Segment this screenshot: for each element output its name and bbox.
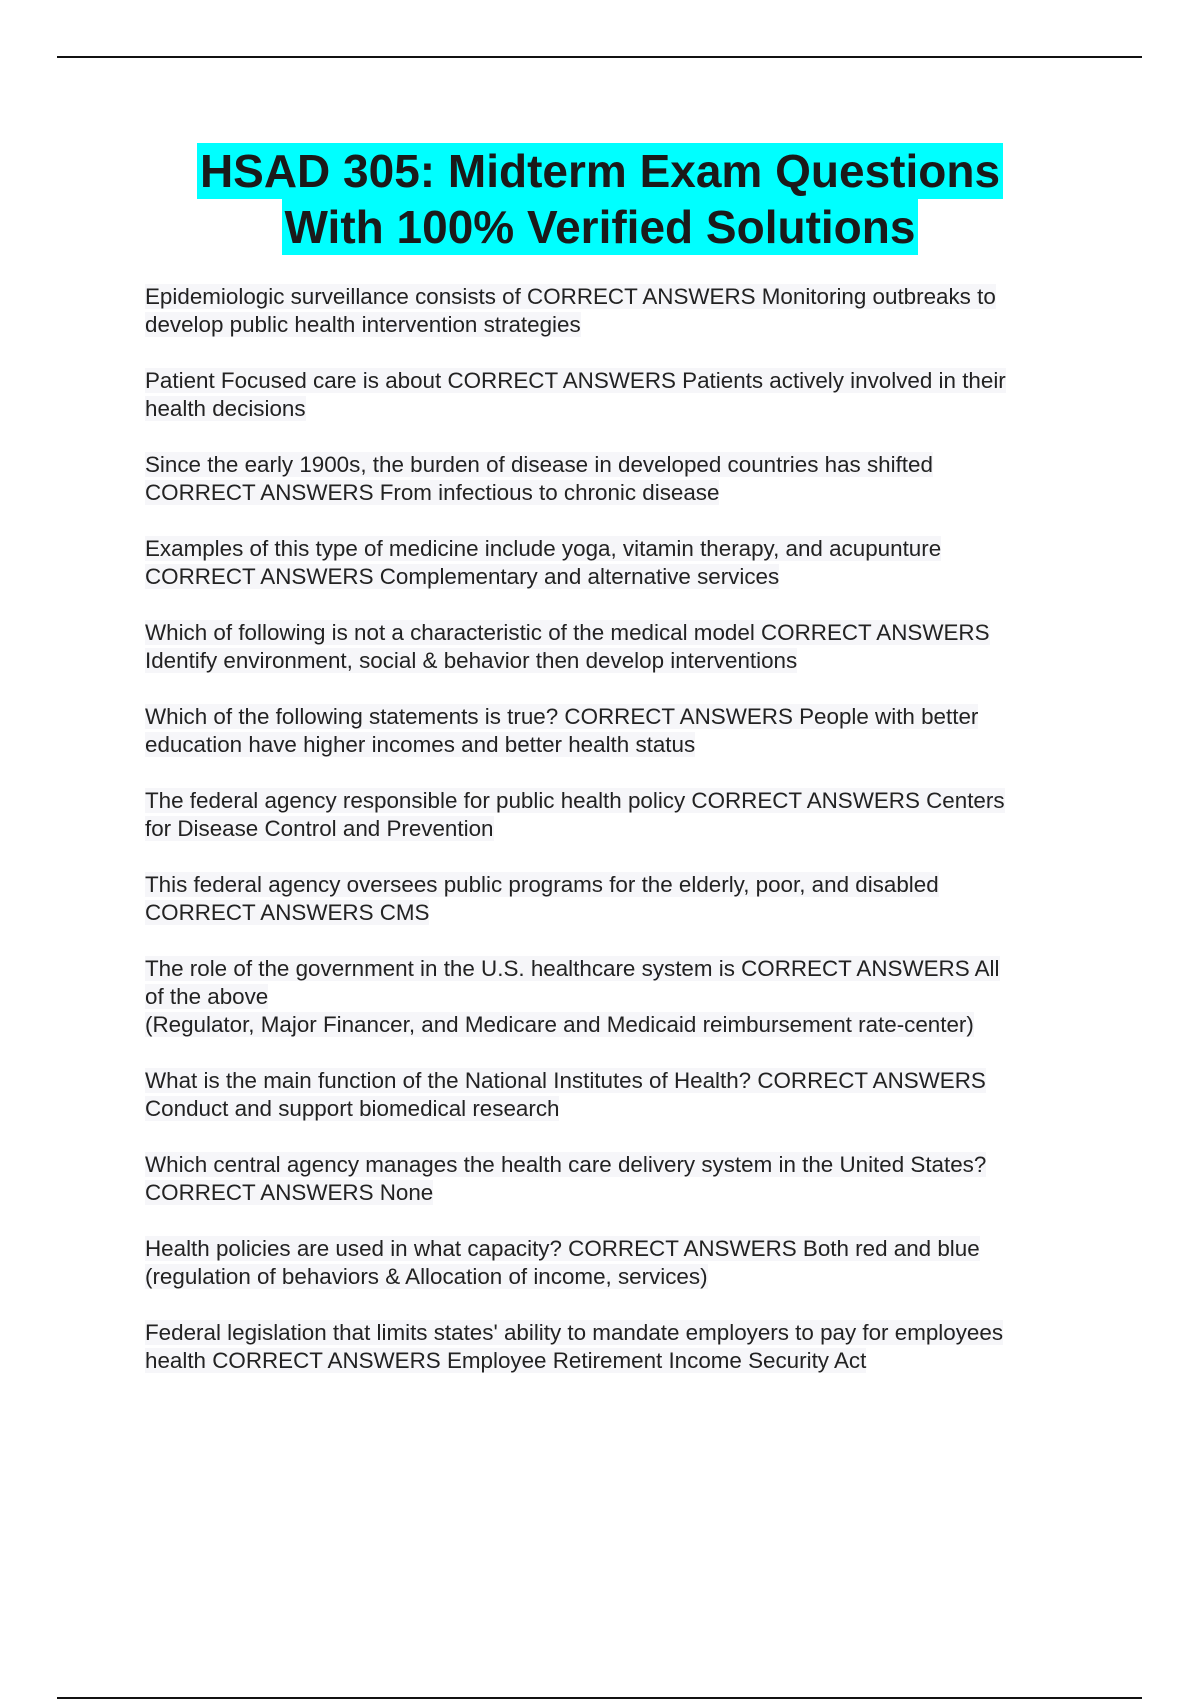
question-answer-item <box>145 1151 1080 1207</box>
qa-text: Since the early 1900s, the burden of disease in developed countries has shifted <box>145 452 933 477</box>
document-title <box>0 143 1200 255</box>
qa-text: Health policies are used in what capacity? CORRECT ANSWERS Both red and blue <box>145 1236 980 1261</box>
qa-text-line <box>145 703 1080 731</box>
header-rule <box>57 56 1142 58</box>
qa-text: develop public health intervention strategies <box>145 312 581 337</box>
title-line-1: HSAD 305: Midterm Exam Questions <box>197 143 1003 199</box>
qa-text-line <box>145 311 1080 339</box>
qa-text: Which central agency manages the health care delivery system in the United States? <box>145 1152 987 1177</box>
question-answer-item <box>145 1319 1080 1375</box>
qa-text: This federal agency oversees public programs for the elderly, poor, and disabled <box>145 872 939 897</box>
qa-text-line <box>145 619 1080 647</box>
question-answer-item <box>145 535 1080 591</box>
qa-text-line <box>145 283 1080 311</box>
qa-text-line <box>145 787 1080 815</box>
qa-text-line <box>145 1235 1080 1263</box>
qa-text-line <box>145 1319 1080 1347</box>
qa-text: Epidemiologic surveillance consists of CORRECT ANSWERS Monitoring outbreaks to <box>145 284 996 309</box>
question-answer-item <box>145 451 1080 507</box>
question-answer-item <box>145 619 1080 675</box>
title-line-2: With 100% Verified Solutions <box>282 199 919 255</box>
qa-text-line <box>145 815 1080 843</box>
qa-text: for Disease Control and Prevention <box>145 816 494 841</box>
qa-text-line <box>145 1263 1080 1291</box>
qa-text: CORRECT ANSWERS CMS <box>145 900 430 925</box>
qa-text: (Regulator, Major Financer, and Medicare and Medicaid reimbursement rate-center) <box>145 1012 974 1037</box>
qa-text: Patient Focused care is about CORRECT ANSWERS Patients actively involved in their <box>145 368 1006 393</box>
question-answer-item <box>145 787 1080 843</box>
qa-text: Conduct and support biomedical research <box>145 1096 560 1121</box>
qa-text: Examples of this type of medicine include yoga, vitamin therapy, and acupunture <box>145 536 942 561</box>
qa-text-line <box>145 1095 1080 1123</box>
qa-text: health decisions <box>145 396 306 421</box>
question-answer-item <box>145 871 1080 927</box>
qa-text: CORRECT ANSWERS From infectious to chronic disease <box>145 480 720 505</box>
qa-text-line <box>145 1067 1080 1095</box>
qa-text: (regulation of behaviors & Allocation of income, services) <box>145 1264 708 1289</box>
qa-text: CORRECT ANSWERS None <box>145 1180 434 1205</box>
question-answer-item <box>145 1235 1080 1291</box>
qa-text-line <box>145 871 1080 899</box>
qa-text: What is the main function of the National Institutes of Health? CORRECT ANSWERS <box>145 1068 986 1093</box>
qa-text-line <box>145 1151 1080 1179</box>
question-answer-item <box>145 955 1080 1039</box>
qa-text-line <box>145 955 1080 983</box>
qa-text-line <box>145 983 1080 1011</box>
qa-text-line <box>145 451 1080 479</box>
question-answer-item <box>145 283 1080 339</box>
qa-text: The federal agency responsible for public health policy CORRECT ANSWERS Centers <box>145 788 1005 813</box>
qa-text-line <box>145 899 1080 927</box>
qa-text-line <box>145 1347 1080 1375</box>
question-answer-list <box>145 283 1080 1403</box>
qa-text: Federal legislation that limits states' ability to mandate employers to pay for employees <box>145 1320 1004 1345</box>
qa-text-line <box>145 563 1080 591</box>
qa-text: The role of the government in the U.S. healthcare system is CORRECT ANSWERS All <box>145 956 1000 981</box>
qa-text-line <box>145 647 1080 675</box>
qa-text-line <box>145 367 1080 395</box>
qa-text-line <box>145 479 1080 507</box>
question-answer-item <box>145 367 1080 423</box>
qa-text: education have higher incomes and better health status <box>145 732 696 757</box>
qa-text-line <box>145 395 1080 423</box>
question-answer-item <box>145 1067 1080 1123</box>
qa-text-line <box>145 1011 1080 1039</box>
qa-text-line <box>145 1179 1080 1207</box>
qa-text: Which of following is not a characteristic of the medical model CORRECT ANSWERS <box>145 620 990 645</box>
qa-text: Identify environment, social & behavior then develop interventions <box>145 648 798 673</box>
qa-text: health CORRECT ANSWERS Employee Retirement Income Security Act <box>145 1348 867 1373</box>
qa-text: of the above <box>145 984 269 1009</box>
qa-text: Which of the following statements is true? CORRECT ANSWERS People with better <box>145 704 979 729</box>
question-answer-item <box>145 703 1080 759</box>
qa-text: CORRECT ANSWERS Complementary and alternative services <box>145 564 780 589</box>
footer-rule <box>57 1697 1142 1699</box>
qa-text-line <box>145 731 1080 759</box>
qa-text-line <box>145 535 1080 563</box>
